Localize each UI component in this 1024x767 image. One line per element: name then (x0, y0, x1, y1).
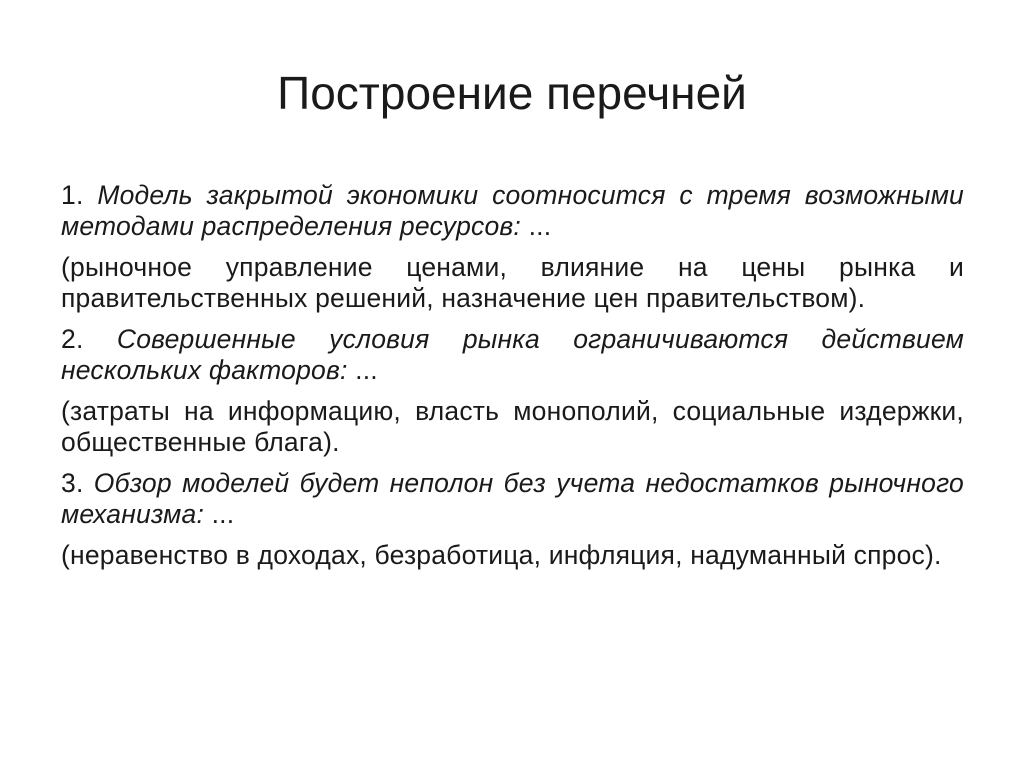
item-ellipsis: ... (521, 211, 552, 241)
item-statement: Модель закрытой экономики соотносится с тремя возможными методами распределения ресурсов: (61, 180, 964, 241)
list-item-1 (61, 180, 964, 242)
item-number: 2. (61, 324, 117, 354)
item-ellipsis: ... (204, 499, 235, 529)
item-explanation-1: (рыночное управление ценами, влияние на цены рынка и правительственных решений, назначение цен правительством). (61, 252, 964, 313)
list-item-3 (61, 468, 964, 530)
item-explanation-2: (затраты на информацию, власть монополий, социальные издержки, общественные блага). (61, 396, 964, 457)
item-number: 1. (61, 180, 98, 210)
slide-body (61, 180, 964, 581)
item-ellipsis: ... (347, 355, 378, 385)
slide-title: Построение перечней (277, 67, 747, 119)
item-statement: Обзор моделей будет неполон без учета недостатков рыночного механизма: (61, 468, 964, 529)
list-item-2 (61, 324, 964, 386)
item-number: 3. (61, 468, 94, 498)
item-statement: Совершенные условия рынка ограничиваются действием нескольких факторов: (61, 324, 964, 385)
item-explanation-3: (неравенство в доходах, безработица, инфляция, надуманный спрос). (61, 540, 942, 570)
